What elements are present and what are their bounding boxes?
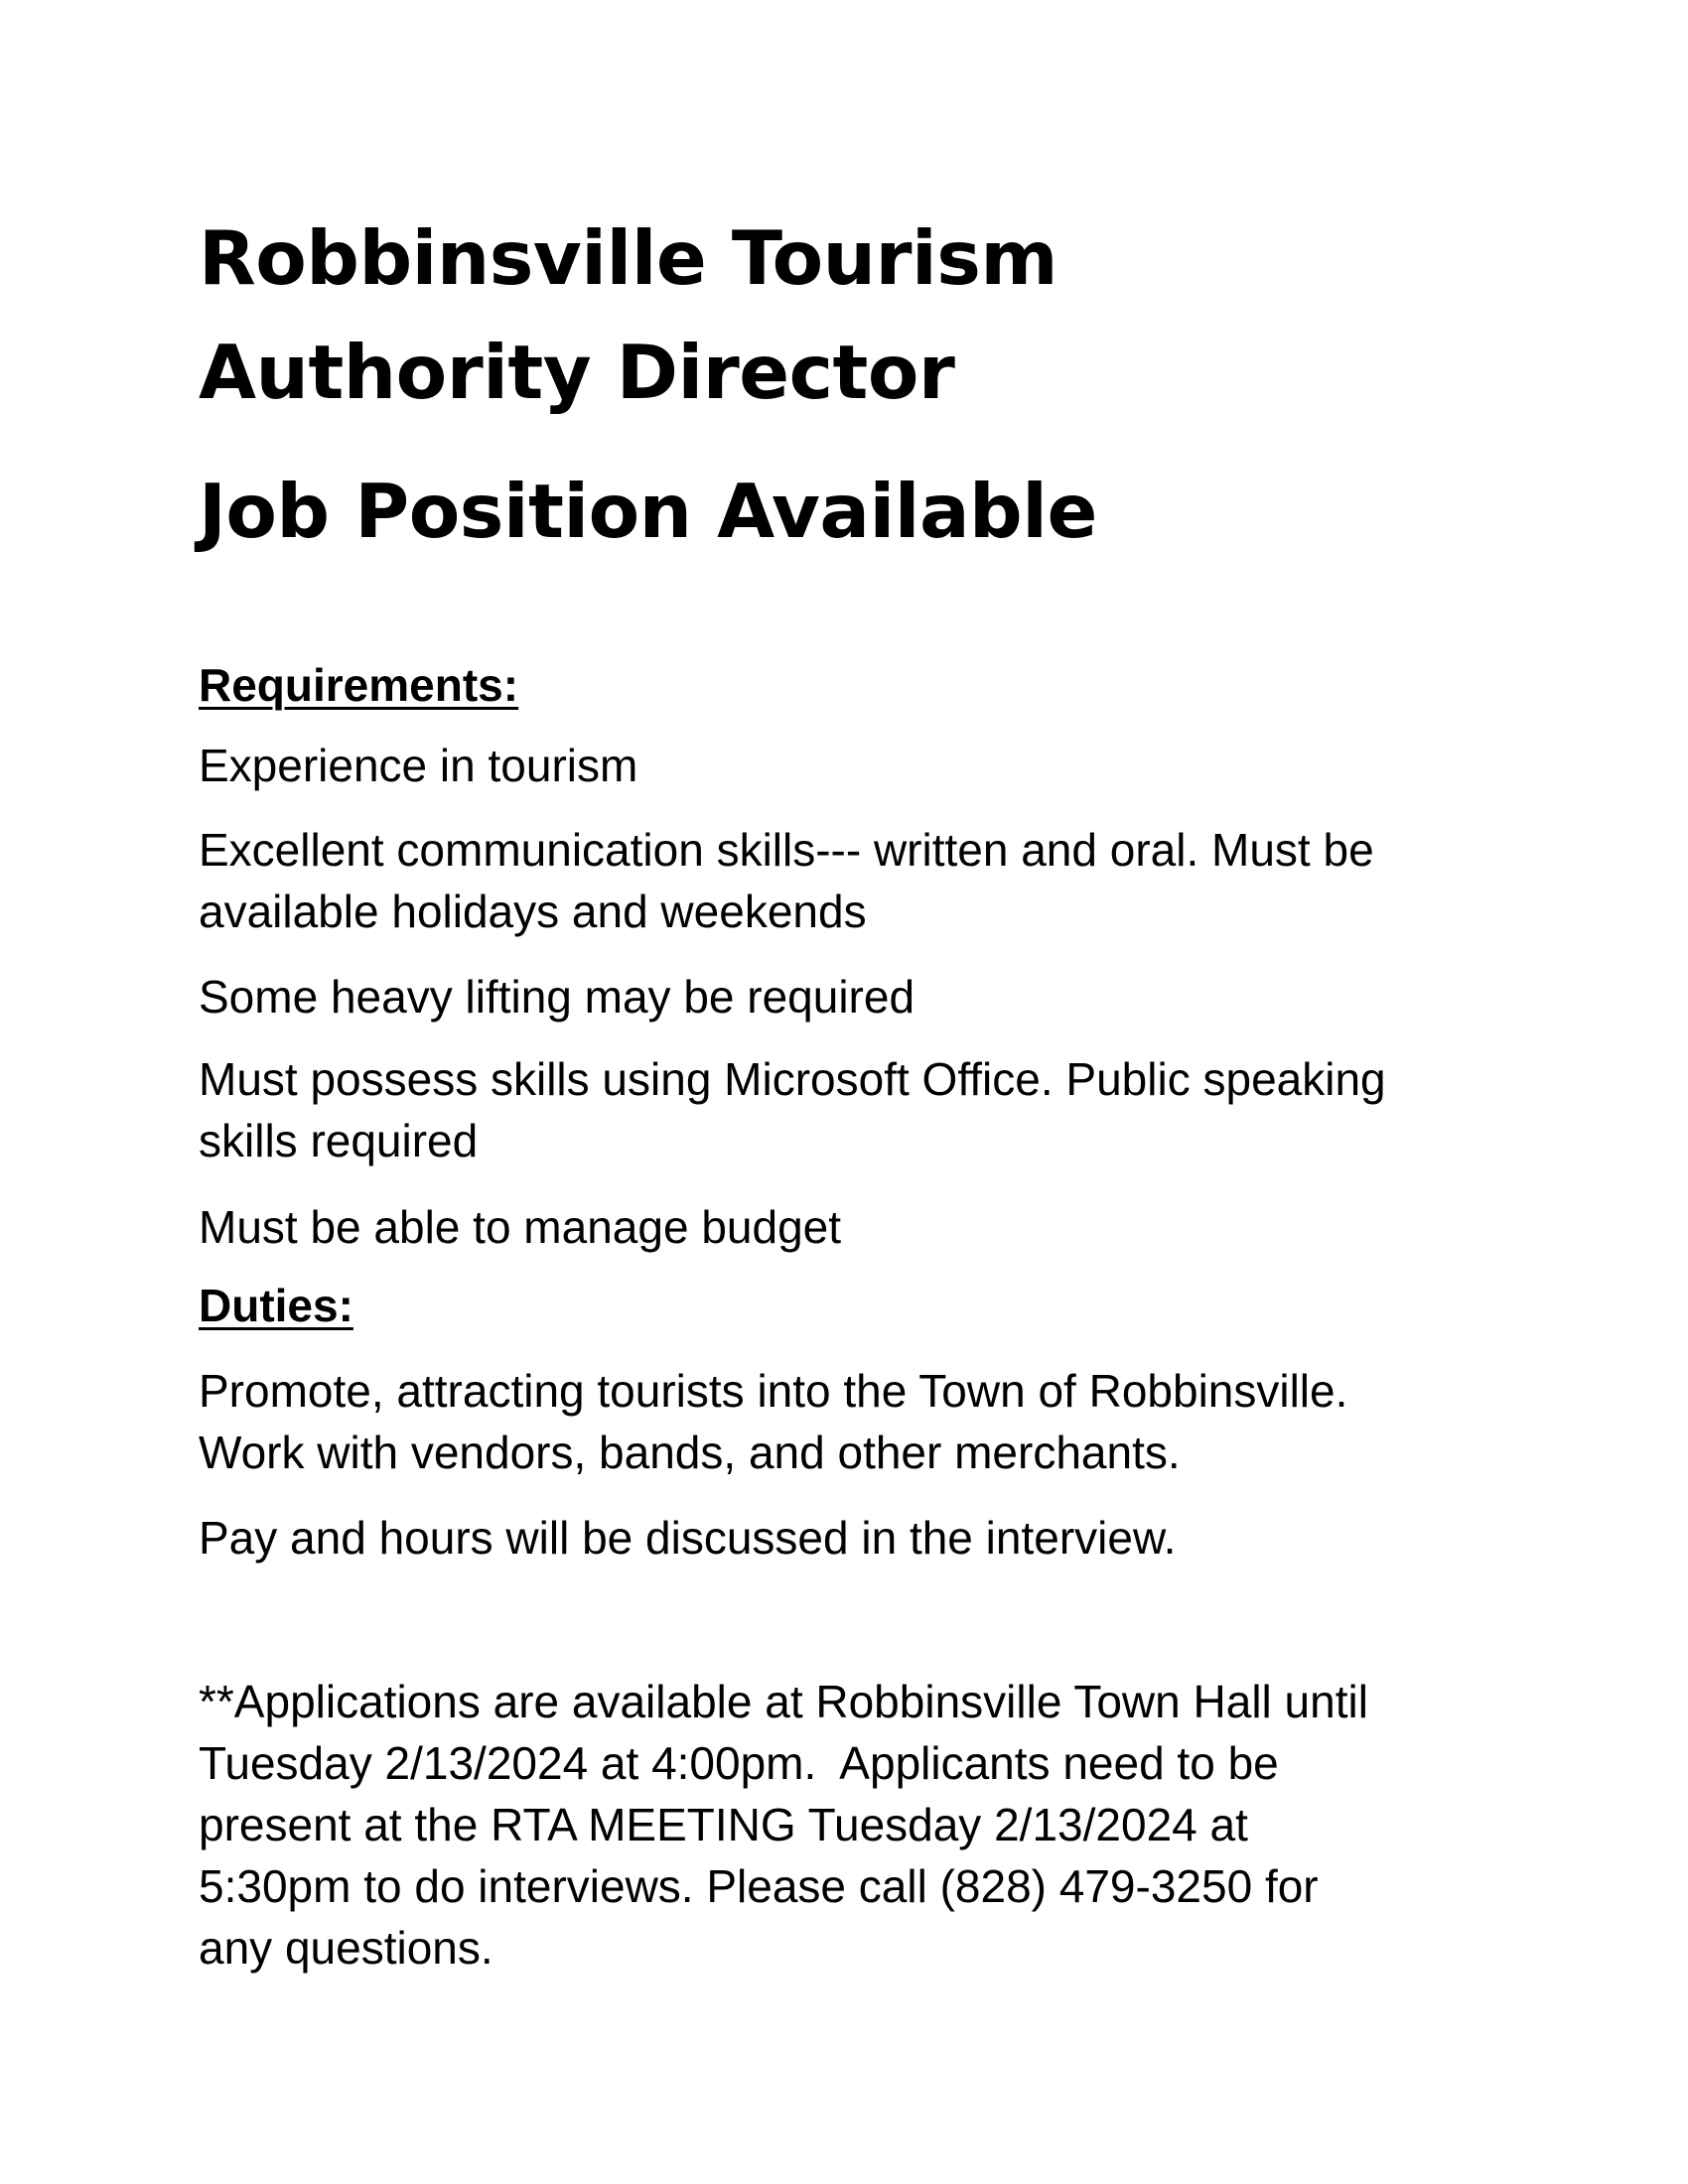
requirement-item: Must be able to manage budget — [199, 1201, 842, 1253]
title-line-2: Authority Director — [199, 329, 955, 416]
duty-item: Pay and hours will be discussed in the interview. — [199, 1512, 1177, 1564]
requirement-item: Experience in tourism — [199, 740, 638, 791]
requirements-heading: Requirements: — [199, 659, 519, 711]
requirement-item: Some heavy lifting may be required — [199, 971, 915, 1023]
title-line-3: Job Position Available — [199, 468, 1097, 555]
application-note: **Applications are available at Robbinsville Town Hall until Tuesday 2/13/2024 at 4:00pm. Applicants need to be present at the RTA MEETING Tuesday 2/13/2024 at 5:30pm to do interviews. Please call (828) 479-3250 for any questions. — [199, 1676, 1368, 1974]
title-line-1: Robbinsville Tourism — [199, 214, 1057, 302]
requirement-item: Excellent communication skills--- written and oral. Must be available holidays and weekends — [199, 824, 1374, 937]
duty-item: Promote, attracting tourists into the Town of Robbinsville. Work with vendors, bands, and other merchants. — [199, 1365, 1348, 1478]
duties-heading: Duties: — [199, 1280, 353, 1331]
requirement-item: Must possess skills using Microsoft Office. Public speaking skills required — [199, 1053, 1386, 1166]
